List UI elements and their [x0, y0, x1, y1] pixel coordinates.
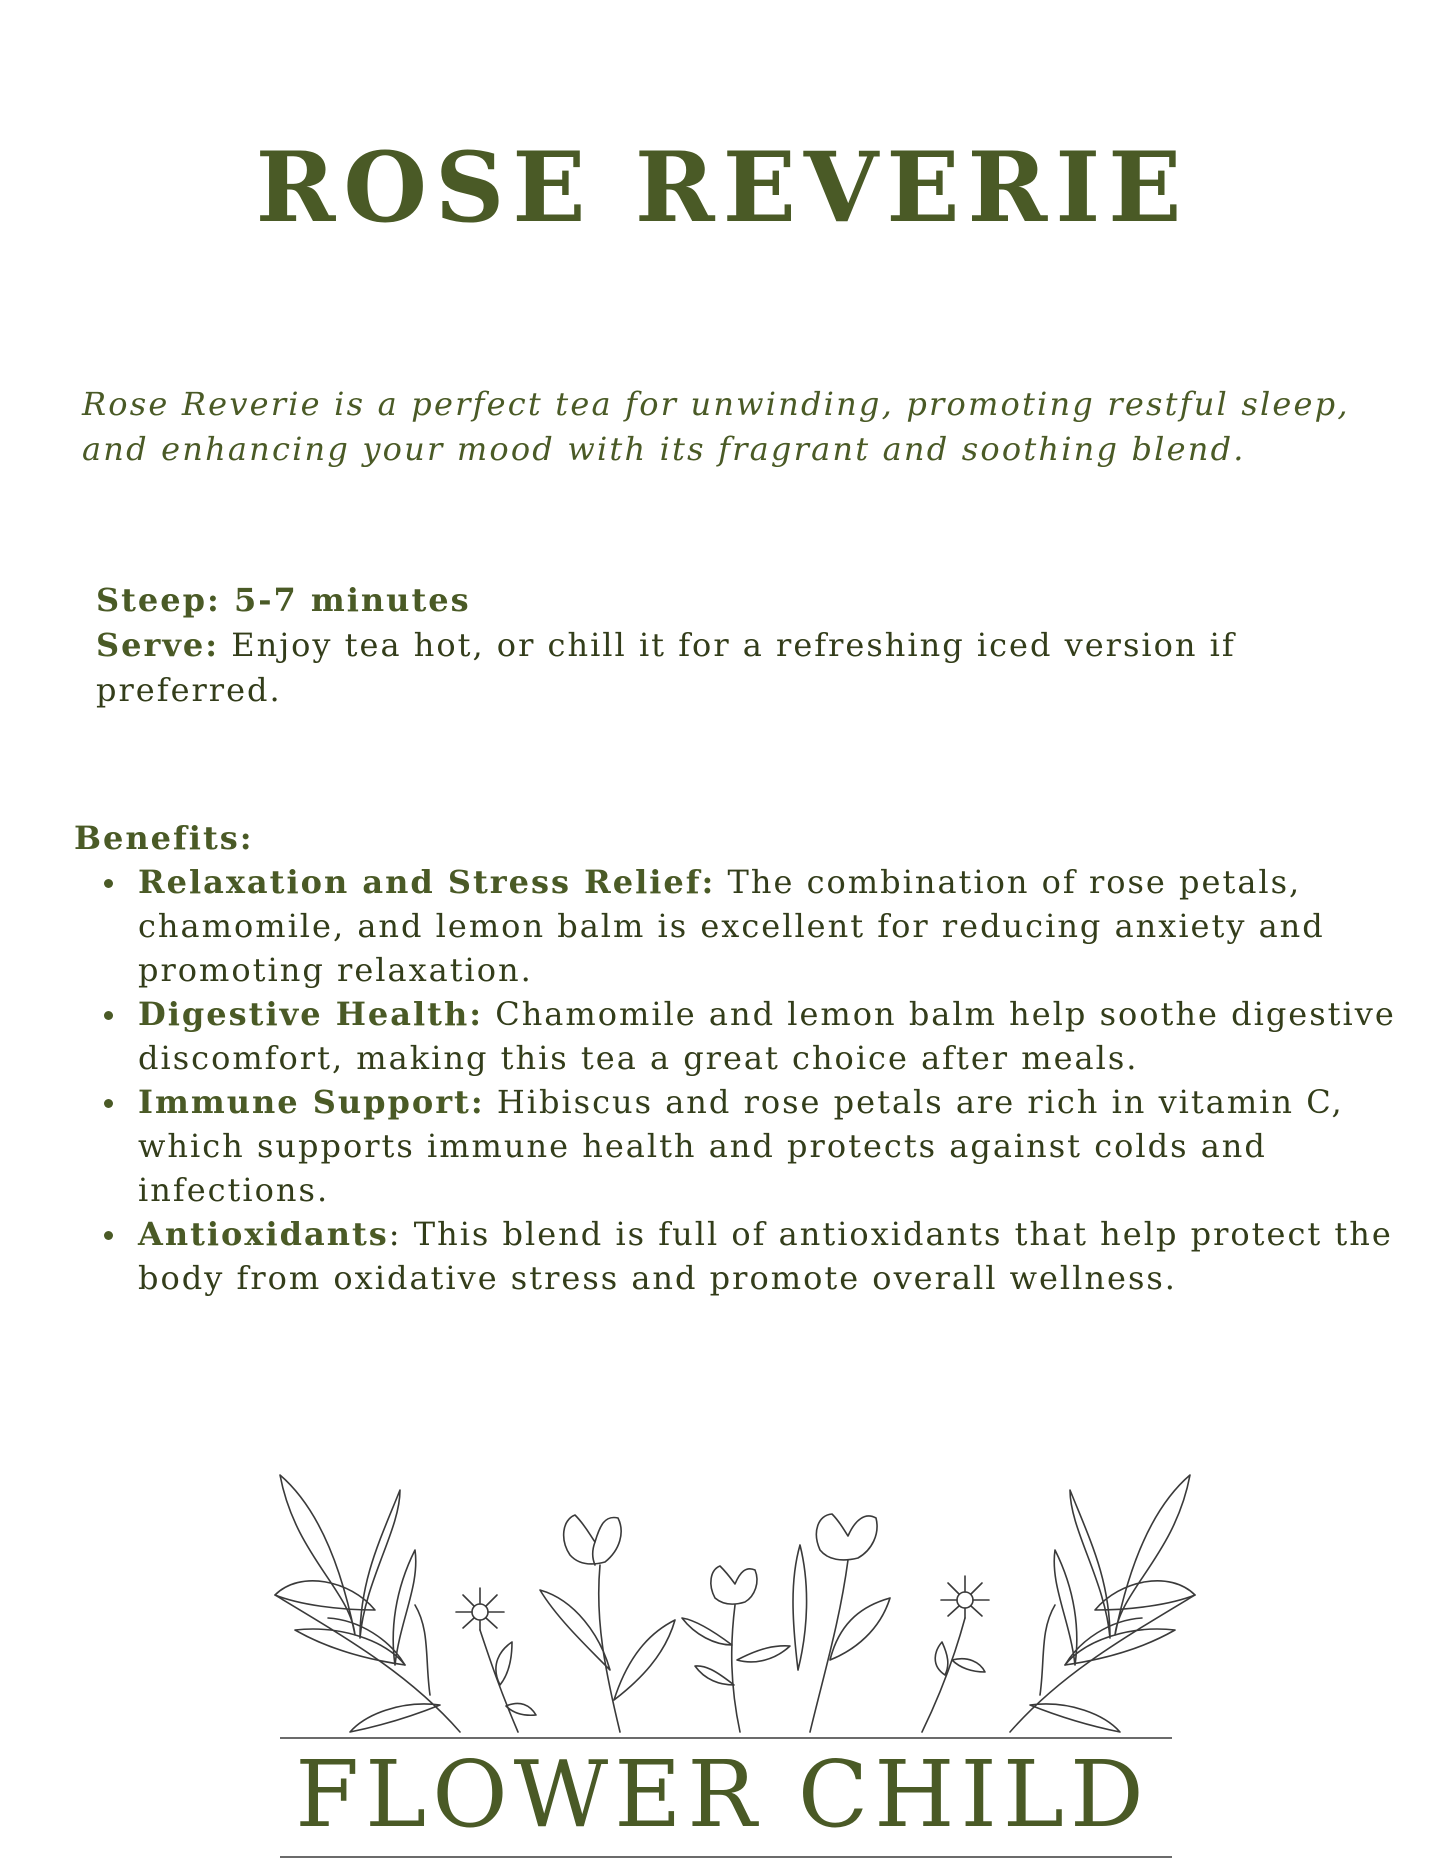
benefits-heading: Benefits:: [74, 819, 254, 857]
tulip-left-icon: [540, 1515, 675, 1732]
benefits-list: [74, 860, 1396, 1300]
leaf-branch-right-icon: [1010, 1475, 1195, 1732]
intro-line-2: and enhancing your mood with its fragrant and soothing blend.: [82, 430, 1246, 468]
benefit-label: Immune Support:: [138, 1083, 485, 1121]
intro-line-1: Rose Reverie is a perfect tea for unwinding, promoting restful sleep,: [82, 385, 1350, 423]
divider-bottom: [280, 1856, 1172, 1858]
benefit-text: : This blend is full of antioxidants that help protect the body from oxidative stress and promote overall wellness.: [138, 1215, 1393, 1297]
leaf-branch-left-icon: [275, 1475, 460, 1732]
daisy-right-icon: [922, 1576, 989, 1732]
serve-label: Serve:: [96, 626, 220, 664]
benefit-label: Digestive Health:: [138, 995, 484, 1033]
floral-line-art-icon: [200, 1470, 1270, 1735]
benefit-text: Hibiscus and rose petals are rich in vitamin C, which supports immune health and protects against colds and infections.: [138, 1083, 1344, 1209]
page-title: ROSE REVERIE: [255, 131, 1190, 244]
benefit-label: Antioxidants: [138, 1215, 389, 1253]
benefit-text: The combination of rose petals, chamomile, and lemon balm is excellent for reducing anxiety and promoting relaxation.: [138, 863, 1325, 989]
benefit-item-immune: [74, 1080, 1418, 1212]
tulip-right-icon: [793, 1514, 890, 1732]
benefit-item-digestive: [74, 992, 1418, 1080]
benefit-item-antioxidants: [74, 1212, 1418, 1300]
steep-time: Steep: 5-7 minutes: [96, 581, 471, 619]
benefit-item-relaxation: [74, 860, 1418, 992]
serve-text: Enjoy tea hot, or chill it for a refreshing iced version if preferred.: [96, 626, 1236, 709]
tulip-center-icon: [682, 1566, 790, 1732]
brand-name: FLOWER CHILD: [295, 1741, 1150, 1848]
divider-top: [280, 1737, 1172, 1739]
benefit-label: Relaxation and Stress Relief:: [138, 863, 716, 901]
benefit-text: Chamomile and lemon balm help soothe digestive discomfort, making this tea a great choice after meals.: [138, 995, 1396, 1077]
intro-paragraph: [82, 382, 1382, 472]
brewing-instructions: [96, 578, 1346, 713]
benefits-section: [74, 816, 1396, 1300]
daisy-left-icon: [456, 1588, 536, 1732]
